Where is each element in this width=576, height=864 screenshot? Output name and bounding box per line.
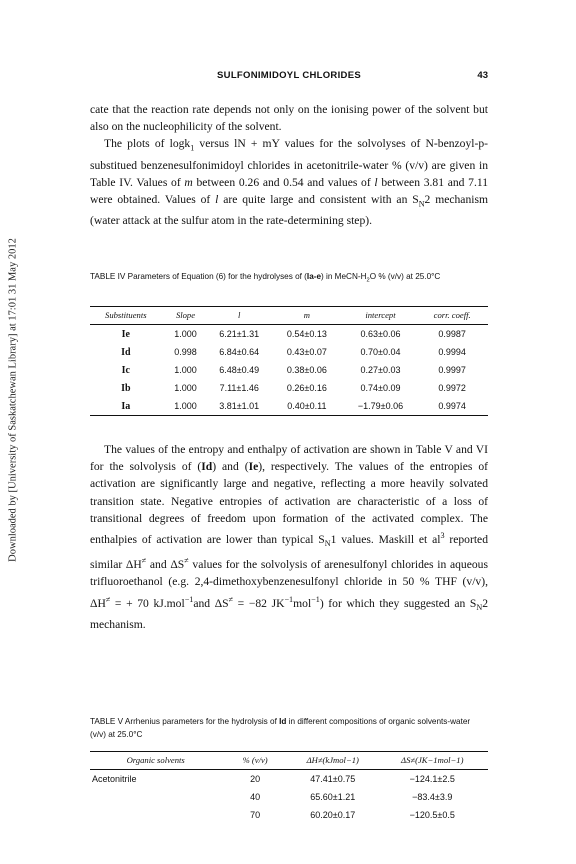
p3-sup: −1 [184, 594, 194, 604]
table-cell: −120.5±0.5 [409, 810, 455, 820]
table-cell: 47.41±0.75 [310, 774, 356, 784]
caption-text: TABLE V Arrhenius parameters for the hydrolysis of [90, 717, 280, 726]
table-cell: 0.9997 [438, 365, 466, 375]
table-cell: 20 [250, 774, 261, 784]
p2-sub: 1 [190, 143, 195, 153]
caption-text: O % (v/v) at 25.0°C [369, 272, 441, 281]
paragraph-3 [90, 441, 488, 633]
table-cell: 0.40±0.11 [269, 397, 345, 416]
table-v-caption [90, 715, 488, 741]
table-cell: 0.26±0.16 [286, 383, 327, 393]
table-cell: 0.27±0.03 [360, 365, 401, 375]
paragraph-2 [90, 135, 488, 230]
p3-text: 2 mechanism. [90, 596, 488, 632]
column-header: corr. coeff. [416, 307, 488, 325]
table-cell: 0.9994 [438, 347, 466, 357]
table-cell: 60.20±0.17 [310, 810, 356, 820]
p3-text: = + 70 kJ.mol [110, 596, 185, 610]
p2-text: The plots of logk [104, 137, 191, 150]
p3-text: values for the solvolysis of arenesulfonyl chlorides in aqueous trifluoroethanol (e.g. 2,4-dimethoxybenzenesulfonyl chloride in 50 % THF (v/v), ΔH [90, 558, 488, 610]
page-number: 43 [477, 70, 488, 81]
p3-text: and ΔS [146, 558, 185, 572]
table-row [90, 397, 488, 416]
p3-text: = −82 JK [233, 596, 285, 610]
table-row [90, 770, 488, 789]
caption-sub: 2 [366, 277, 370, 284]
p3-text: ) and ( [212, 460, 249, 474]
table-header-row [90, 307, 488, 325]
table-cell: 0.63±0.06 [360, 329, 401, 339]
p3-text: mol [293, 596, 312, 610]
table-cell: 0.9974 [416, 397, 488, 416]
caption-bold: Id [279, 717, 287, 726]
p2-italic-l: l [374, 175, 378, 189]
table-cell: 7.11±1.46 [219, 383, 259, 393]
table-row [90, 343, 488, 361]
p3-text: 1 values. Maskill et al [330, 532, 441, 546]
p3-sup: ≠ [141, 556, 147, 566]
table-cell [90, 806, 221, 824]
table-row [90, 361, 488, 379]
download-watermark [6, 160, 20, 640]
table-row [90, 325, 488, 344]
p3-sup: ≠ [228, 594, 234, 604]
caption-text: ) in MeCN-H [321, 272, 367, 281]
table-cell: 1.000 [162, 397, 210, 416]
table-cell: 0.9987 [438, 329, 466, 339]
column-header: ΔH≠(kJmol−1) [289, 752, 377, 770]
column-header: m [269, 307, 345, 325]
table-cell: 0.9972 [438, 383, 466, 393]
p3-text: ), respectively. The values of the entropies of activation are significantly large and negative, reflecting a more heavily solvated transition state. Negative entropies of activation are characteristic of a loss of transitional degrees of freedom upon formation of the activated complex. The enthalpies of activation are lower than typical S [90, 460, 488, 546]
table-cell: Acetonitrile [92, 774, 137, 784]
table-cell: 0.54±0.13 [286, 329, 327, 339]
column-header: Slope [162, 307, 210, 325]
p2-italic-m: m [184, 175, 193, 189]
caption-text: in different compositions of organic solvents-water (v/v) at 25.0°C [90, 717, 471, 739]
table-row [90, 788, 488, 806]
p3-sub: N [324, 539, 331, 549]
table-cell: 0.998 [174, 347, 197, 357]
table-cell: 70 [250, 810, 261, 820]
table-cell: 40 [250, 792, 261, 802]
table-cell: 0.74±0.09 [360, 383, 401, 393]
table-cell: 6.21±1.31 [219, 329, 260, 339]
column-header: Organic solvents [90, 752, 221, 770]
table-cell: 6.48±0.49 [219, 365, 260, 375]
running-title: SULFONIMIDOYL CHLORIDES [217, 70, 361, 81]
p2-text: between 3.81 and 7.11 were obtained. Values of [90, 175, 489, 206]
table-cell: Ia [90, 397, 162, 416]
table-header-row [90, 752, 488, 770]
table-cell: 1.000 [174, 383, 197, 393]
table-cell: −83.4±3.9 [412, 792, 453, 802]
caption-text: TABLE IV Parameters of Equation (6) for the hydrolyses of ( [90, 272, 307, 281]
p2-italic-l: l [215, 192, 219, 206]
table-v [90, 751, 488, 824]
p3-bold: Id [201, 460, 213, 474]
table-cell: −1.79±0.06 [345, 397, 417, 416]
table-cell [90, 788, 221, 806]
page-header [90, 70, 488, 84]
column-header: ΔS≠(JK−1mol−1) [377, 752, 488, 770]
paragraph-1: cate that the reaction rate depends not only on the ionising power of the solvent but also on the nucleophilicity of the solvent. [90, 103, 488, 134]
table-cell: Id [121, 346, 131, 358]
table-cell: Ie [121, 328, 130, 340]
p3-sup: 3 [440, 531, 445, 541]
table-iv-caption [90, 270, 488, 288]
table-cell: 1.000 [174, 329, 197, 339]
column-header: l [209, 307, 269, 325]
table-cell: 6.84±0.64 [219, 347, 260, 357]
p3-sup: ≠ [184, 556, 189, 566]
p2-text: between 0.26 and 0.54 and values of [192, 175, 375, 189]
p3-bold: Ie [248, 460, 259, 474]
p2-text: 2 mechanism (water attack at the sulfur atom in the rate-determining step). [90, 192, 489, 228]
table-cell: −124.1±2.5 [409, 774, 455, 784]
table-row [90, 806, 488, 824]
table-cell: 0.70±0.04 [360, 347, 401, 357]
p3-sup: −1 [284, 594, 294, 604]
p3-text: and ΔS [193, 596, 229, 610]
column-header: intercept [345, 307, 417, 325]
table-cell: Ic [121, 364, 130, 376]
p3-sup: ≠ [105, 594, 111, 604]
p2-text: lN + mY values for the solvolyses of N-benzoyl-p-substitued benzenesulfonimidoyl chlorides in acetonitrile-water % (v/v) are given in Table IV. Values of [90, 137, 488, 189]
p3-text: ) for which they suggested an S [319, 596, 477, 610]
table-cell: 65.60±1.21 [310, 792, 356, 802]
p2-text: are quite large and consistent with an S [218, 192, 419, 206]
table-cell: 0.38±0.06 [286, 365, 327, 375]
table-iv [90, 306, 488, 416]
column-header: Substituents [90, 307, 162, 325]
download-watermark-text: Downloaded by [University of Saskatchewan Library] at 17:01 31 May 2012 [7, 238, 19, 562]
p2-text: versus [194, 137, 235, 150]
p3-sup: −1 [311, 594, 320, 604]
table-cell: Ib [121, 382, 131, 394]
caption-bold: Ia-e [306, 272, 322, 281]
table-cell: 0.43±0.07 [286, 347, 327, 357]
table-cell: 3.81±1.01 [209, 397, 269, 416]
p2-sub: N [418, 199, 425, 209]
table-row [90, 379, 488, 397]
p3-sub: N [476, 602, 483, 612]
p3-text: The values of the entropy and enthalpy of activation are shown in Table V and VI for the solvolysis of ( [90, 443, 488, 474]
table-cell: 1.000 [174, 365, 197, 375]
column-header: % (v/v) [221, 752, 289, 770]
p3-text: reported similar ΔH [90, 532, 488, 572]
